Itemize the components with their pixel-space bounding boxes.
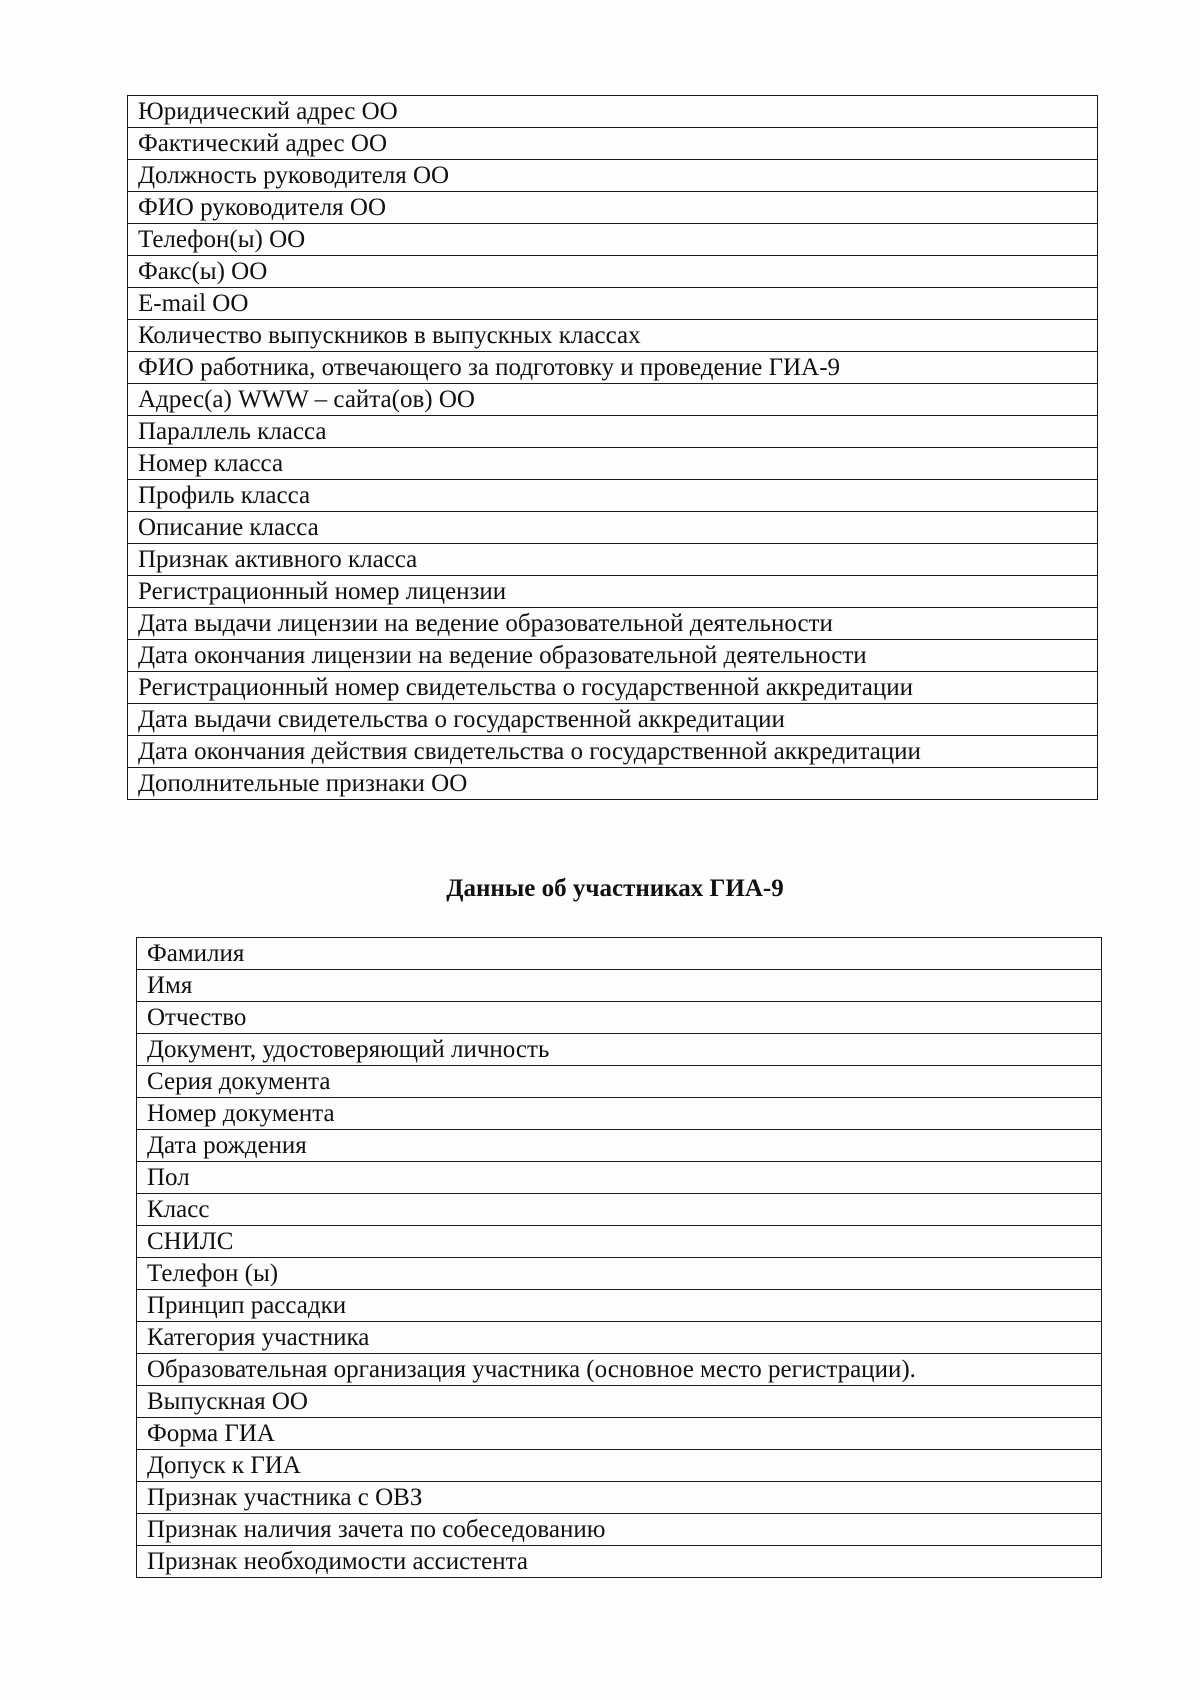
table-row bbox=[128, 768, 1098, 800]
field-label: Номер класса bbox=[128, 448, 1098, 480]
table-row bbox=[128, 288, 1098, 320]
field-label: Номер документа bbox=[137, 1098, 1102, 1130]
field-label: Должность руководителя ОО bbox=[128, 160, 1098, 192]
field-label: Категория участника bbox=[137, 1322, 1102, 1354]
table-row bbox=[128, 608, 1098, 640]
field-label: Принцип рассадки bbox=[137, 1290, 1102, 1322]
field-label: Факс(ы) ОО bbox=[128, 256, 1098, 288]
table-row bbox=[137, 1514, 1102, 1546]
table-row bbox=[137, 1290, 1102, 1322]
field-label: Телефон (ы) bbox=[137, 1258, 1102, 1290]
field-label: Телефон(ы) ОО bbox=[128, 224, 1098, 256]
field-label: Серия документа bbox=[137, 1066, 1102, 1098]
table-row bbox=[128, 704, 1098, 736]
table-row bbox=[128, 96, 1098, 128]
field-label: Дата выдачи свидетельства о государственной аккредитации bbox=[128, 704, 1098, 736]
table-row bbox=[128, 736, 1098, 768]
field-label: Форма ГИА bbox=[137, 1418, 1102, 1450]
table-row bbox=[137, 1098, 1102, 1130]
table-row bbox=[137, 938, 1102, 970]
field-label: Пол bbox=[137, 1162, 1102, 1194]
field-label: Допуск к ГИА bbox=[137, 1450, 1102, 1482]
field-label: Признак необходимости ассистента bbox=[137, 1546, 1102, 1578]
table-row bbox=[137, 1546, 1102, 1578]
table-row bbox=[137, 1450, 1102, 1482]
participants-section-heading: Данные об участниках ГИА-9 bbox=[446, 875, 784, 902]
table-row bbox=[128, 544, 1098, 576]
field-label: Профиль класса bbox=[128, 480, 1098, 512]
table-row bbox=[128, 640, 1098, 672]
table-row bbox=[137, 1194, 1102, 1226]
field-label: Признак активного класса bbox=[128, 544, 1098, 576]
field-label: Дата рождения bbox=[137, 1130, 1102, 1162]
field-label: E-mail ОО bbox=[128, 288, 1098, 320]
table-row bbox=[137, 1418, 1102, 1450]
table-row bbox=[137, 1482, 1102, 1514]
field-label: Количество выпускников в выпускных классах bbox=[128, 320, 1098, 352]
field-label: СНИЛС bbox=[137, 1226, 1102, 1258]
table-row bbox=[128, 512, 1098, 544]
table-row bbox=[137, 1130, 1102, 1162]
table-row bbox=[137, 1226, 1102, 1258]
field-label: Класс bbox=[137, 1194, 1102, 1226]
table-row bbox=[137, 1322, 1102, 1354]
table-row bbox=[128, 416, 1098, 448]
field-label: Дополнительные признаки ОО bbox=[128, 768, 1098, 800]
field-label: ФИО руководителя ОО bbox=[128, 192, 1098, 224]
field-label: Отчество bbox=[137, 1002, 1102, 1034]
participant-fields-body bbox=[137, 938, 1102, 1578]
field-label: Дата окончания лицензии на ведение образовательной деятельности bbox=[128, 640, 1098, 672]
organization-fields-table bbox=[127, 95, 1098, 800]
table-row bbox=[128, 384, 1098, 416]
table-row bbox=[128, 256, 1098, 288]
field-label: Образовательная организация участника (основное место регистрации). bbox=[137, 1354, 1102, 1386]
table-row bbox=[137, 1162, 1102, 1194]
table-row bbox=[128, 128, 1098, 160]
table-row bbox=[128, 672, 1098, 704]
field-label: Дата выдачи лицензии на ведение образовательной деятельности bbox=[128, 608, 1098, 640]
field-label: Имя bbox=[137, 970, 1102, 1002]
table-row bbox=[137, 1258, 1102, 1290]
field-label: Документ, удостоверяющий личность bbox=[137, 1034, 1102, 1066]
participant-fields-table bbox=[136, 937, 1102, 1578]
table-row bbox=[128, 576, 1098, 608]
field-label: Регистрационный номер свидетельства о государственной аккредитации bbox=[128, 672, 1098, 704]
table-row bbox=[128, 480, 1098, 512]
table-row bbox=[128, 160, 1098, 192]
field-label: Выпускная ОО bbox=[137, 1386, 1102, 1418]
field-label: Фактический адрес ОО bbox=[128, 128, 1098, 160]
organization-fields-body bbox=[128, 96, 1098, 800]
table-row bbox=[137, 970, 1102, 1002]
table-row bbox=[137, 1034, 1102, 1066]
field-label: Фамилия bbox=[137, 938, 1102, 970]
table-row bbox=[128, 192, 1098, 224]
table-row bbox=[137, 1002, 1102, 1034]
table-row bbox=[128, 320, 1098, 352]
field-label: Описание класса bbox=[128, 512, 1098, 544]
field-label: Параллель класса bbox=[128, 416, 1098, 448]
field-label: Признак наличия зачета по собеседованию bbox=[137, 1514, 1102, 1546]
table-row bbox=[137, 1066, 1102, 1098]
table-row bbox=[128, 448, 1098, 480]
field-label: ФИО работника, отвечающего за подготовку и проведение ГИА-9 bbox=[128, 352, 1098, 384]
table-row bbox=[137, 1354, 1102, 1386]
table-row bbox=[128, 352, 1098, 384]
field-label: Признак участника с ОВЗ bbox=[137, 1482, 1102, 1514]
field-label: Дата окончания действия свидетельства о государственной аккредитации bbox=[128, 736, 1098, 768]
field-label: Адрес(а) WWW – сайта(ов) ОО bbox=[128, 384, 1098, 416]
table-row bbox=[128, 224, 1098, 256]
field-label: Регистрационный номер лицензии bbox=[128, 576, 1098, 608]
table-row bbox=[137, 1386, 1102, 1418]
field-label: Юридический адрес ОО bbox=[128, 96, 1098, 128]
